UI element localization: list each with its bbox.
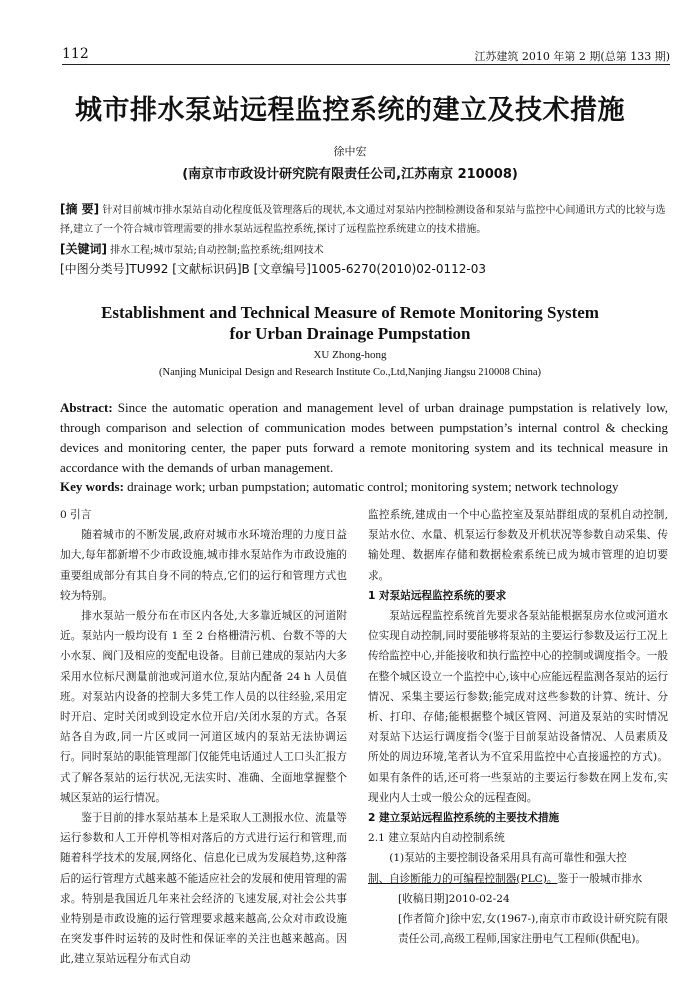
section-1-heading: 1 对泵站远程监控系统的要求 — [368, 589, 507, 602]
abstract-text: 针对目前城市排水泵站自动化程度低及管理落后的现状,本文通过对泵站内控制检测设备和泵站与监控中心间通讯方式的比较与选择,建立了一个符合城市管理需要的排水泵站远程监控系统,探讨了远程监控系统建立的技术措施。 — [60, 205, 666, 235]
received-date: [收稿日期]2010-02-24 — [398, 892, 510, 905]
abstract-block — [60, 200, 668, 239]
subsection-2-1-heading: 2.1 建立泵站内自动控制系统 — [368, 832, 505, 845]
running-header — [62, 44, 670, 66]
keywords-text: 排水工程;城市泵站;自动控制;监控系统;组网技术 — [110, 245, 324, 256]
paragraph: (1)泵站的主要控制设备采用具有高可靠性和强大控 — [389, 852, 627, 865]
section-2-heading: 2 建立泵站远程监控系统的主要技术措施 — [368, 812, 560, 825]
english-abstract-label: Abstract: — [60, 400, 113, 415]
english-keywords — [60, 479, 668, 495]
journal-info: 江苏建筑 2010 年第 2 期(总第 133 期) — [474, 50, 670, 63]
author-bio: [作者简介]徐中宏,女(1967-),南京市市政设计研究院有限责任公司,高级工程师,国家注册电气工程师(供配电)。 — [398, 912, 668, 945]
paragraph: 鉴于目前的排水泵站基本上是采取人工测报水位、流量等运行参数和人工开停机等相对落后的方式进行运行和管理,而随着科学技术的发展,网络化、信息化已成为发展趋势,这种落后的运行管理方式越来越不能适应社会的发展和使用管理的需求。特别是我国近几年来社会经济的飞速发展,对社会公共事业特别是市政设施的运行管理要求越来越高,公众对市政设施在突发事件时运转的及时性和保证率的关注也越来越高。因此,建立泵站远程分布式自动 — [60, 812, 347, 966]
english-affiliation: (Nanjing Municipal Design and Research Institute Co.,Ltd,Nanjing Jiangsu 210008 China) — [158, 367, 542, 378]
paragraph-continued: 鉴于一般城市排水 — [557, 872, 643, 885]
english-abstract — [60, 398, 668, 478]
classification-line: [中图分类号]TU992 [文献标识码]B [文章编号]1005-6270(2010)02-0112-03 — [60, 262, 487, 276]
english-keywords-text: drainage work; urban pumpstation; automatic control; monitoring system; network technology — [127, 479, 619, 494]
paragraph: 排水泵站一般分布在市区内各处,大多靠近城区的河道附近。泵站内一般均设有 1 至 2 台格栅清污机、台数不等的大小水泵、阀门及相应的变配电设备。目前已建成的泵站内大多采用水位标尺测量前池或河道水位,泵站内配备 24 h 人员值班。对泵站内设备的控制大多凭工作人员的以往经验,采用定时开启、定时关闭或到设定水位开启/关闭水泵的方式。各泵站各自为政,同一片区或同一河道区域内的泵站无法协调运行。同时泵站的职能管理部门仅能凭电话通过人工口头汇报方式了解各泵站的运行状况,无法实时、准确、全面地掌握整个城区泵站的运行情况。 — [60, 610, 347, 804]
paragraph: 泵站远程监控系统首先要求各泵站能根据泵房水位或河道水位实现自动控制,同时要能够将泵站的主要运行参数及运行工况上传给监控中心,并能接收和执行监控中心的控制或调度指令。一般在整个城区设立一个监控中心,该中心应能远程监测各泵站的运行情况、采集主要运行参数;能完成对这些参数的计算、统计、分析、打印、存储;能根据整个城区管网、河道及泵站的实时情况对泵站下达运行调度指令(鉴于目前泵站设备情况、人员素质及所处的周边环境,笔者认为不宜采用监控中心直接遥控的方式)。如果有条件的话,还可将一些泵站的主要运行参数在网上发布,实现业内人士或一般公众的远程查阅。 — [368, 610, 668, 804]
paragraph: 监控系统,建成由一个中心监控室及泵站群组成的泵机自动控制,泵站水位、水量、机泵运行参数及开机状况等参数自动采集、传输处理、数据库存储和数据检索系统已成为城市管理的迫切要求。 — [368, 509, 668, 582]
english-title-line1: Establishment and Technical Measure of Remote Monitoring System — [101, 303, 599, 322]
english-keywords-label: Key words: — [60, 479, 124, 494]
right-column — [368, 505, 668, 949]
paragraph: 随着城市的不断发展,政府对城市水环境治理的力度日益加大,每年都新增不少市政设施,城市排水泵站作为市政设施的重要组成部分有其自身不同的特点,它们的运行和管理方式也较为特别。 — [60, 529, 347, 602]
plc-text: 制、自诊断能力的可编程控制器(PLC)。 — [368, 872, 558, 885]
abstract-label: [摘 要] — [60, 202, 100, 216]
keywords-block — [60, 240, 668, 260]
affiliation: (南京市市政设计研究院有限责任公司,江苏南京 210008) — [182, 167, 518, 182]
english-abstract-text: Since the automatic operation and management level of urban drainage pumpstation is relatively low, through comparison and selection of communication modes between pumpstation’s internal control & checking devices and monitoring center, the paper puts forward a remote monitoring system and its technical measure in accordance with the demands of urban management. — [60, 400, 668, 475]
section-0-heading: 0 引言 — [60, 509, 92, 521]
left-column — [60, 505, 347, 970]
paper-title: 城市排水泵站远程监控系统的建立及技术措施 — [75, 95, 625, 126]
keywords-label: [关键词] — [60, 242, 107, 256]
english-title-line2: for Urban Drainage Pumpstation — [229, 324, 471, 343]
english-author: XU Zhong-hong — [313, 349, 387, 361]
paragraph — [368, 869, 668, 889]
header-rule — [62, 64, 670, 65]
author: 徐中宏 — [333, 145, 367, 158]
page-number: 112 — [62, 46, 89, 62]
